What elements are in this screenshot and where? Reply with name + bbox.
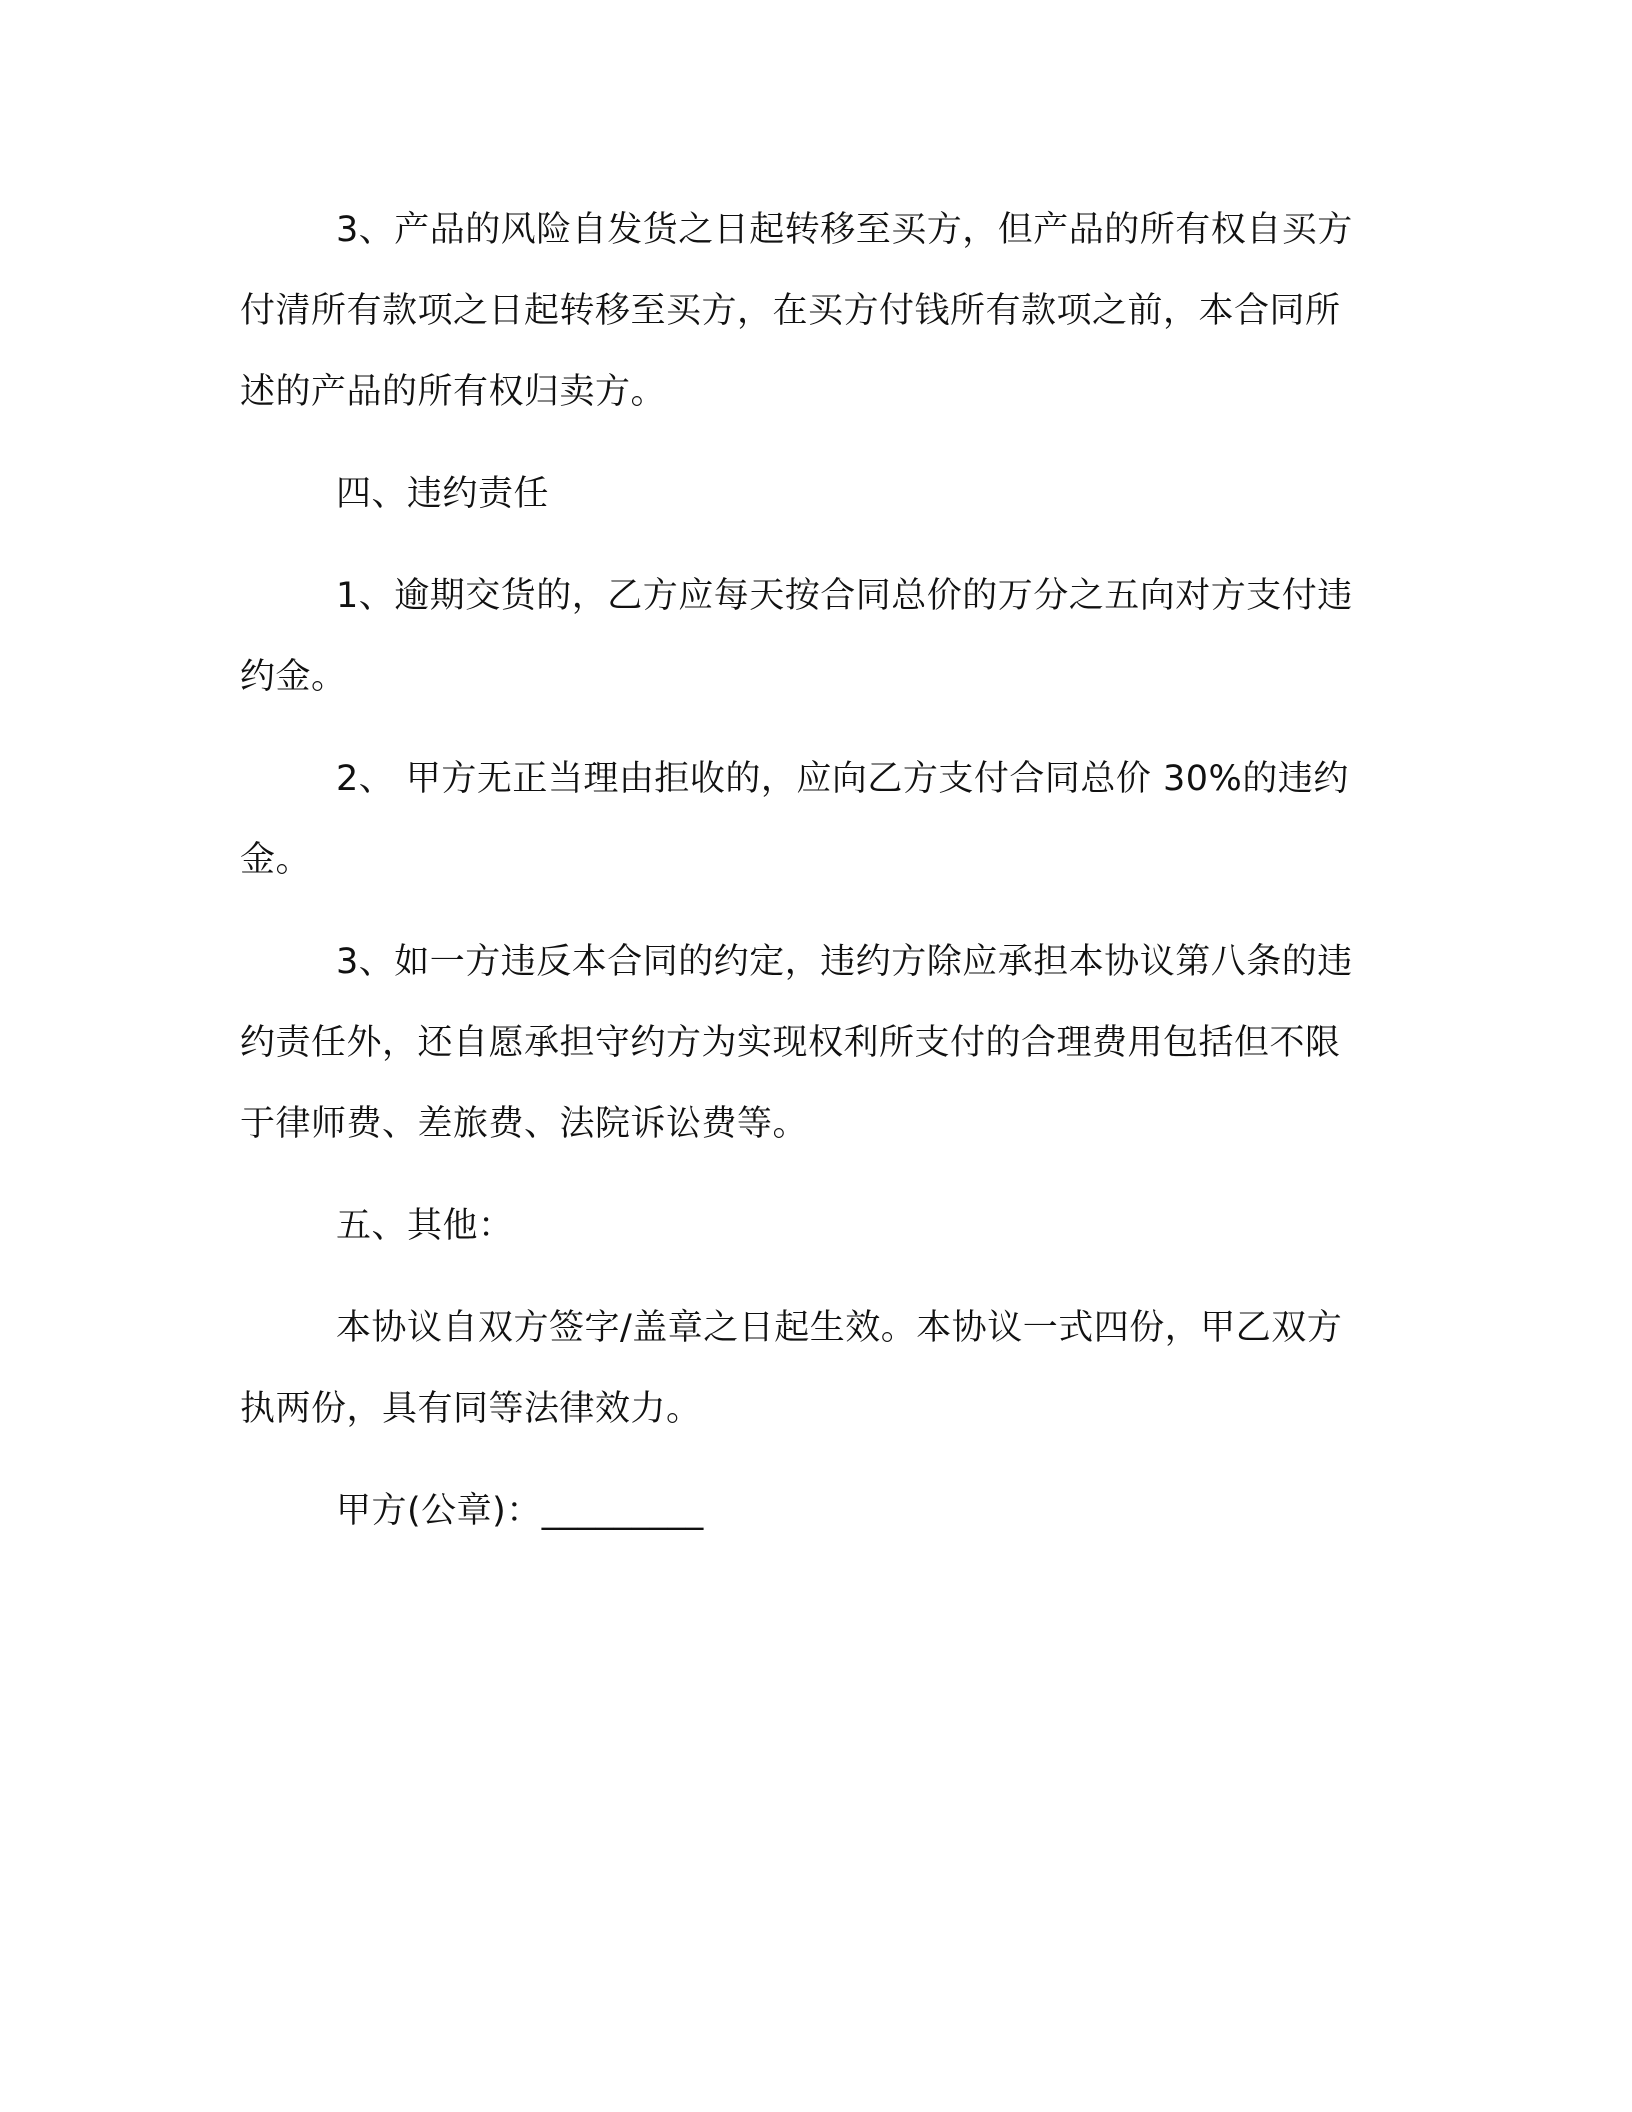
clause-4-2-refusal: 2、 甲方无正当理由拒收的，应向乙方支付合同总价 30%的违约金。 bbox=[240, 759, 1349, 880]
section-4-heading: 四、违约责任 bbox=[336, 474, 550, 514]
paragraph-gap bbox=[240, 1450, 1370, 1471]
section-5-heading: 五、其他： bbox=[336, 1206, 514, 1246]
paragraph-gap bbox=[240, 1165, 1370, 1186]
paragraph-gap bbox=[240, 901, 1370, 922]
document-body bbox=[240, 190, 1370, 1552]
clause-3-risk-ownership: 3、产品的风险自发货之日起转移至买方，但产品的所有权自买方付清所有款项之日起转移至买方，在买方付钱所有款项之前，本合同所述的产品的所有权归卖方。 bbox=[240, 210, 1353, 412]
paragraph-gap bbox=[240, 718, 1370, 739]
clause-5-effectiveness: 本协议自双方签字/盖章之日起生效。本协议一式四份，甲乙双方执两份，具有同等法律效力。 bbox=[240, 1308, 1343, 1429]
party-a-signature-line: 甲方(公章)：_________ bbox=[336, 1491, 704, 1531]
clause-4-3-breach-costs: 3、如一方违反本合同的约定，违约方除应承担本协议第八条的违约责任外，还自愿承担守约方为实现权利所支付的合理费用包括但不限于律师费、差旅费、法院诉讼费等。 bbox=[240, 942, 1353, 1144]
paragraph-gap bbox=[240, 1267, 1370, 1288]
clause-4-1-late-delivery: 1、逾期交货的，乙方应每天按合同总价的万分之五向对方支付违约金。 bbox=[240, 576, 1353, 697]
paragraph-gap bbox=[240, 535, 1370, 556]
paragraph-gap bbox=[240, 433, 1370, 454]
